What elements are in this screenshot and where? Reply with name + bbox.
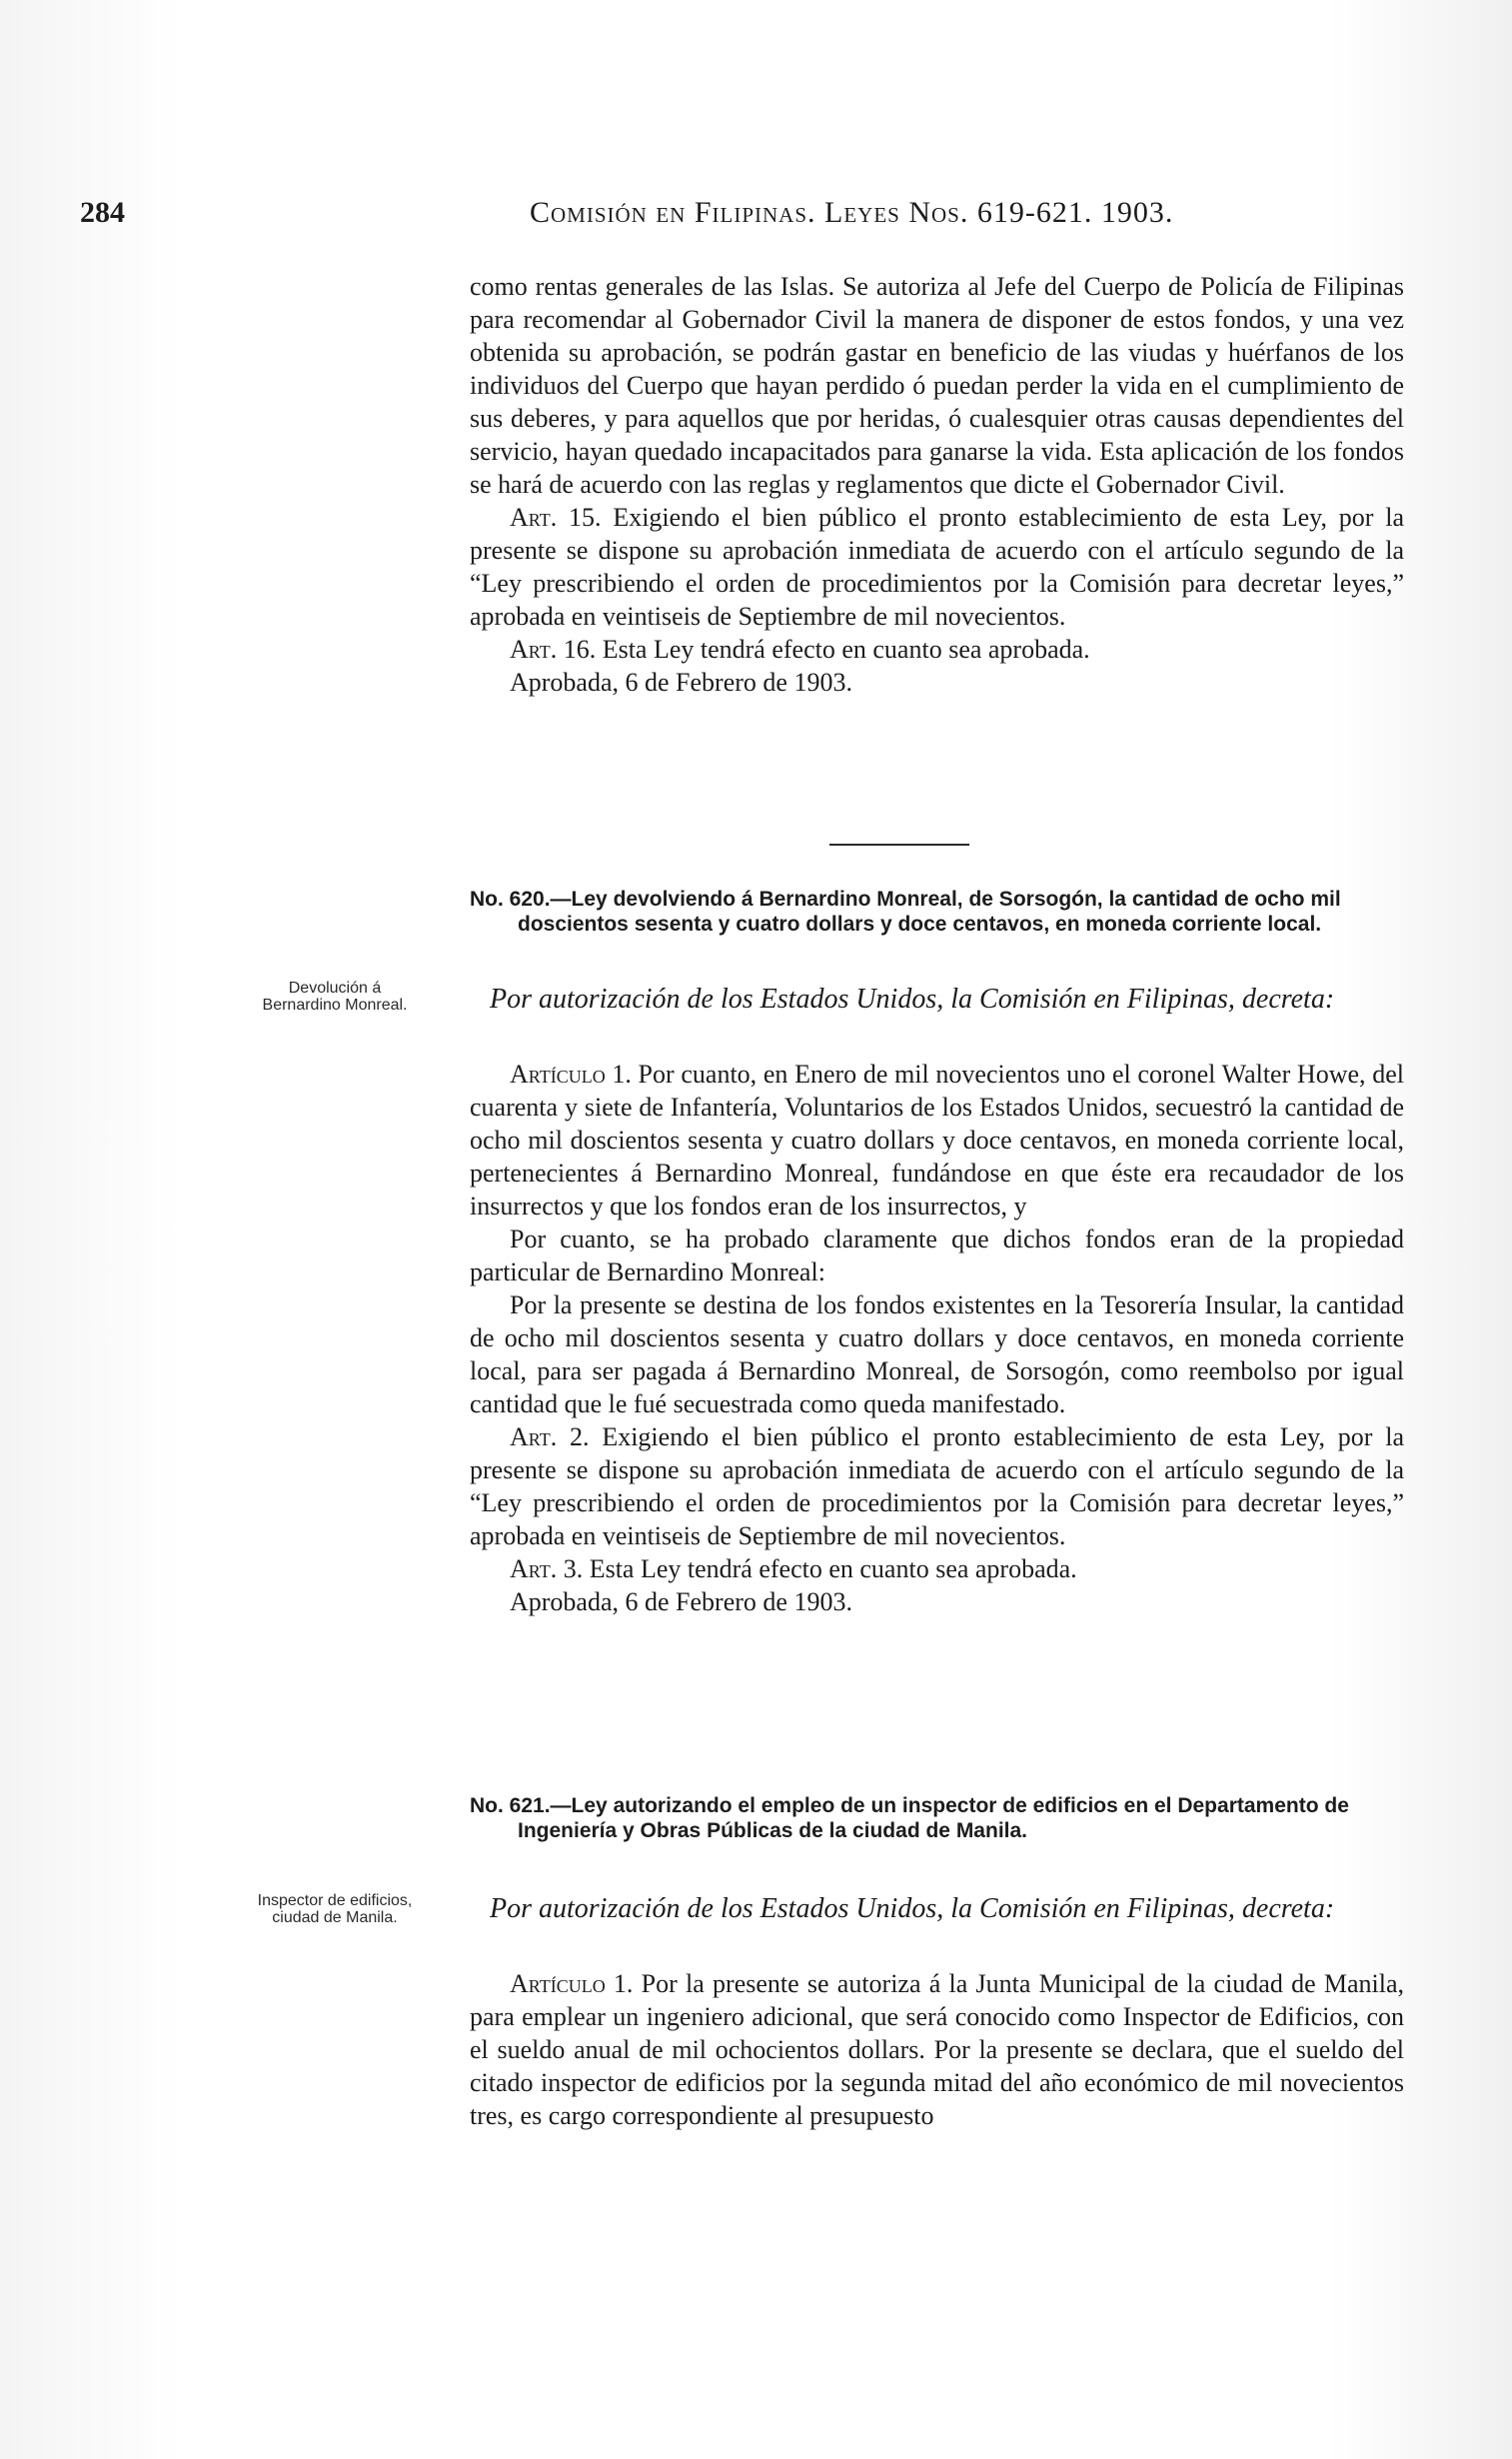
article-text: Exigiendo el bien público el pronto establecimiento de esta Ley, por la presente se dispone su aprobación inmediata de acuerdo con el artículo segundo de la “Ley prescribiendo el orden de procedimientos por la Comisión para decretar leyes,” aprobada en veintiseis de Septiembre de mil novecientos. — [470, 1422, 1405, 1550]
law-number: No. 620. — [470, 888, 551, 911]
article-label: Artículo 1. — [510, 1060, 632, 1089]
running-head: Comisión en Filipinas. Leyes Nos. 619-621. 1903. — [530, 196, 1174, 229]
law-621-heading — [470, 1793, 1404, 1843]
page-number: 284 — [80, 196, 125, 229]
article-label: Art. 2. — [510, 1422, 590, 1451]
article-label: Art. 15. — [510, 503, 602, 532]
article-1 — [470, 1058, 1404, 1223]
approval-date: Aprobada, 6 de Febrero de 1903. — [510, 668, 852, 697]
article-label: Artículo 1. — [510, 1969, 634, 1998]
law-620-heading — [470, 887, 1404, 937]
article-15 — [470, 501, 1404, 633]
margin-note: Devolución á Bernardino Monreal. — [262, 980, 408, 1014]
article-label: Art. 3. — [510, 1554, 584, 1583]
article-text: Por la presente se autoriza á la Junta Municipal de la ciudad de Manila, para emplear un ingeniero adicional, que será conocido como Inspector de Edificios, con el sueldo anual de mil ochocientos dollars. Por la presente se declara, que el sueldo del citado inspector de edificios por la segunda mitad del año económico de mil novecientos tres, es cargo correspondiente al presupuesto — [470, 1969, 1404, 2130]
continuation-text — [470, 270, 1404, 699]
approval-date: Aprobada, 6 de Febrero de 1903. — [510, 1587, 852, 1616]
article-label: Art. 16. — [510, 635, 597, 664]
enacting-clause: Por autorización de los Estados Unidos, la Comisión en Filipinas, decreta: — [490, 984, 1335, 1015]
article-text: Esta Ley tendrá efecto en cuanto sea aprobada. — [583, 1554, 1077, 1583]
enacting-clause: Por autorización de los Estados Unidos, la Comisión en Filipinas, decreta: — [490, 1893, 1335, 1924]
law-621-body — [470, 1967, 1404, 2132]
law-title: —Ley devolviendo á Bernardino Monreal, de Sorsogón, la cantidad de ocho mil doscientos sesenta y cuatro dollars y doce centavos, en moneda corriente local. — [518, 888, 1341, 936]
article-1 — [470, 1967, 1404, 2132]
article-2 — [470, 1420, 1404, 1552]
law-620-body — [470, 1058, 1404, 1618]
law-number: No. 621. — [470, 1794, 551, 1817]
section-divider — [829, 844, 969, 846]
article-text: Esta Ley tendrá efecto en cuanto sea aprobada. — [596, 635, 1090, 664]
paragraph: Por la presente se destina de los fondos existentes en la Tesorería Insular, la cantidad de ocho mil doscientos sesenta y cuatro dollars y doce centavos, en moneda corriente local, para ser pagada á Bernardino Monreal, de Sorsogón, como reembolso por igual cantidad que le fué secuestrada como queda manifestado. — [470, 1290, 1404, 1418]
paragraph: como rentas generales de las Islas. Se autoriza al Jefe del Cuerpo de Policía de Filipinas para recomendar al Gobernador Civil la manera de disponer de estos fondos, y una vez obtenida su aprobación, se podrán gastar en beneficio de las viudas y huérfanos de los individuos del Cuerpo que hayan perdido ó puedan perder la vida en el cumplimiento de sus deberes, y para aquellos que por heridas, ó cualesquier otras causas dependientes del servicio, hayan quedado incapacitados para ganarse la vida. Esta aplicación de los fondos se hará de acuerdo con las reglas y reglamentos que dicte el Gobernador Civil. — [470, 272, 1404, 499]
article-text: Exigiendo el bien público el pronto establecimiento de esta Ley, por la presente se dispone su aprobación inmediata de acuerdo con el artículo segundo de la “Ley prescribiendo el orden de procedimientos por la Comisión para decretar leyes,” aprobada en veintiseis de Septiembre de mil novecientos. — [470, 503, 1405, 631]
law-title: —Ley autorizando el empleo de un inspector de edificios en el Departamento de Ingeniería y Obras Públicas de la ciudad de Manila. — [518, 1794, 1349, 1842]
article-16 — [470, 633, 1404, 666]
page-header — [80, 196, 1429, 236]
paragraph: Por cuanto, se ha probado claramente que dichos fondos eran de la propiedad particular de Bernardino Monreal: — [470, 1225, 1404, 1286]
article-3 — [470, 1552, 1404, 1585]
article-text: Por cuanto, en Enero de mil novecientos uno el coronel Walter Howe, del cuarenta y siete de Infantería, Voluntarios de los Estados Unidos, secuestró la cantidad de ocho mil doscientos sesenta y cuatro dollars y doce centavos, en moneda corriente local, pertenecientes á Bernardino Monreal, fundándose en que éste era recaudador de los insurrectos y que los fondos eran de los insurrectos, y — [470, 1060, 1404, 1221]
margin-note: Inspector de edificios, ciudad de Manila. — [257, 1892, 413, 1926]
